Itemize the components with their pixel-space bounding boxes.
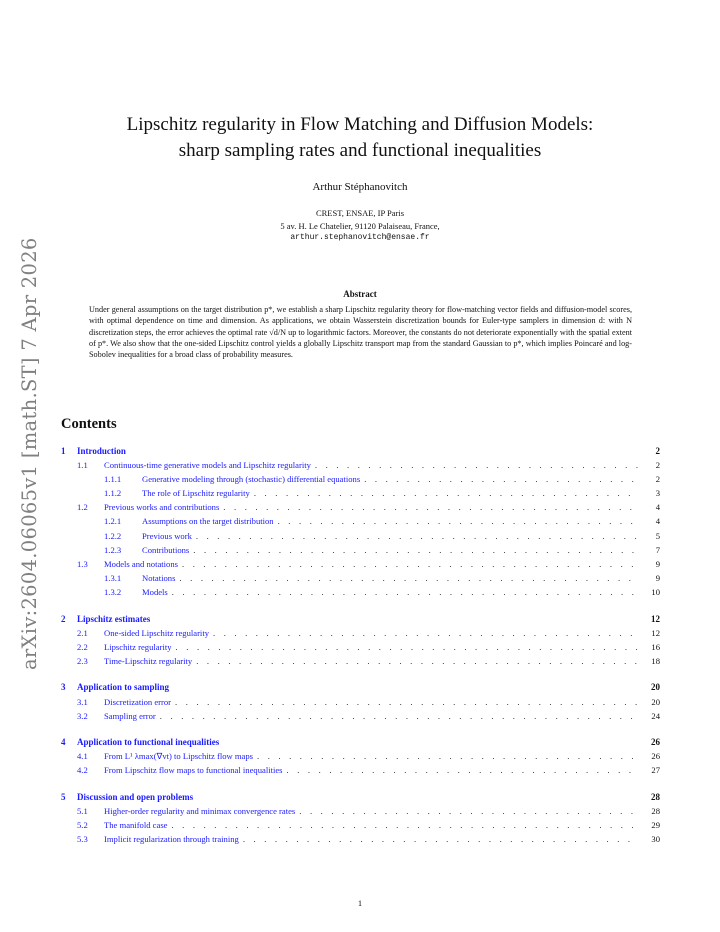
toc-dot-leader [171,820,638,830]
page-number: 1 [357,898,363,908]
toc-entry-number[interactable]: 3.1 [77,696,88,707]
toc-entry[interactable] [61,531,660,545]
abstract-heading: Abstract [343,289,377,299]
toc-entry-page[interactable]: 26 [651,737,660,748]
toc-entry-page[interactable]: 24 [651,710,660,721]
toc-dot-leader [196,656,638,666]
toc-entry[interactable] [61,446,660,460]
toc-entry-title[interactable]: Continuous-time generative models and Lipschitz regularity [104,460,311,471]
toc-entry-number[interactable]: 1.1 [77,460,88,471]
toc-entry-page[interactable]: 9 [655,572,660,583]
toc-entry-title[interactable]: Notations [142,572,176,583]
toc-entry-title[interactable]: Generative modeling through (stochastic) differential equations [142,474,361,485]
toc-entry[interactable] [61,614,660,628]
toc-entry-number[interactable]: 1.1.1 [104,474,122,485]
toc-entry[interactable] [61,656,660,670]
toc-entry[interactable] [61,751,660,765]
toc-entry[interactable] [61,502,660,516]
toc-entry[interactable] [61,587,660,601]
toc-entry-number[interactable]: 4 [61,737,66,748]
toc-entry-number[interactable]: 5 [61,791,66,802]
toc-entry[interactable] [61,820,660,834]
toc-entry[interactable] [61,516,660,530]
toc-entry-title[interactable]: Lipschitz regularity [104,641,172,652]
affiliation [60,207,660,245]
toc-dot-leader [176,642,638,652]
toc-entry[interactable] [61,573,660,587]
toc-entry[interactable] [61,806,660,820]
toc-entry-title[interactable]: Application to sampling [77,682,170,693]
toc-entry[interactable] [61,711,660,725]
toc-entry-page[interactable]: 26 [651,751,660,762]
toc-entry-title[interactable]: The manifold case [104,820,168,831]
affiliation-line-2: 5 av. H. Le Chatelier, 91120 Palaiseau, France, [280,220,440,231]
toc-dot-leader [179,573,638,583]
author-email[interactable]: arthur.stephanovitch@ensae.fr [290,233,430,242]
toc-entry-number[interactable]: 1.3.1 [104,572,122,583]
toc-dot-leader [160,711,638,721]
toc-entry-number[interactable]: 1.2 [77,502,88,513]
toc-dot-leader [315,460,638,470]
toc-entry[interactable] [61,642,660,656]
toc-entry[interactable] [61,834,660,848]
table-of-contents [61,446,660,848]
toc-entry-title[interactable]: Discussion and open problems [77,791,194,802]
toc-entry[interactable] [61,792,660,806]
toc-entry-page[interactable]: 2 [655,460,660,471]
toc-entry-number[interactable]: 1.3 [77,558,88,569]
toc-entry-page[interactable]: 3 [655,488,660,499]
toc-entry-number[interactable]: 3.2 [77,710,88,721]
toc-dot-leader [278,516,638,526]
toc-entry-page[interactable]: 9 [655,558,660,569]
toc-entry[interactable] [61,682,660,696]
toc-entry-page[interactable]: 2 [655,474,660,485]
title-line-2: sharp sampling rates and functional inequalities [178,140,542,161]
toc-entry-page[interactable]: 12 [651,613,660,624]
title-line-1: Lipschitz regularity in Flow Matching and Diffusion Models: [126,114,594,135]
toc-entry-page[interactable]: 2 [655,446,660,456]
toc-entry-number[interactable]: 3 [61,682,66,693]
toc-entry-page[interactable]: 5 [655,530,660,541]
toc-dot-leader [257,751,638,761]
toc-entry[interactable] [61,737,660,751]
toc-entry-page[interactable]: 12 [651,627,660,638]
toc-entry-title[interactable]: The role of Lipschitz regularity [142,488,250,499]
toc-entry-page[interactable]: 16 [651,641,660,652]
toc-entry-number[interactable]: 1.3.2 [104,586,122,597]
toc-entry-page[interactable]: 28 [651,806,660,817]
affiliation-line-1: CREST, ENSAE, IP Paris [315,208,405,218]
toc-entry-title[interactable]: Contributions [142,544,190,555]
toc-dot-leader [299,806,638,816]
toc-entry-page[interactable]: 28 [651,791,660,802]
toc-entry-number[interactable]: 2.1 [77,627,88,638]
toc-entry-title[interactable]: From Lipschitz flow maps to functional inequalities [104,765,283,776]
toc-entry-number[interactable]: 2.3 [77,655,88,666]
toc-entry-number[interactable]: 5.2 [77,820,88,831]
toc-entry-title[interactable]: Higher-order regularity and minimax convergence rates [104,806,296,817]
toc-entry-title[interactable]: Models [142,586,168,597]
toc-entry[interactable] [61,628,660,642]
paper-title [60,112,660,164]
toc-entry-number[interactable]: 2.2 [77,641,88,652]
toc-entry-title[interactable]: Discretization error [104,696,172,707]
toc-entry-title[interactable]: Application to functional inequalities [77,737,220,748]
toc-dot-leader [287,765,638,775]
toc-entry-number[interactable]: 1.1.2 [104,488,122,499]
toc-dot-leader [193,545,638,555]
toc-entry-page[interactable]: 18 [651,655,660,666]
toc-entry-page[interactable]: 20 [651,682,660,693]
toc-dot-leader [172,587,638,597]
toc-entry-title[interactable]: Sampling error [104,710,156,721]
toc-entry-title[interactable]: One-sided Lipschitz regularity [104,627,210,638]
toc-dot-leader [254,488,638,498]
toc-entry-page[interactable]: 29 [651,820,660,831]
toc-entry-number[interactable]: 4.2 [77,765,88,776]
author-name: Arthur Stéphanovitch [312,181,408,193]
toc-entry-page[interactable]: 4 [655,502,660,513]
toc-entry-page[interactable]: 20 [651,696,660,707]
contents-heading: Contents [61,416,117,432]
toc-entry-title[interactable]: Assumptions on the target distribution [142,516,274,527]
toc-dot-leader [364,474,638,484]
toc-dot-leader [243,834,638,844]
toc-entry-number[interactable]: 1 [61,446,66,456]
toc-entry[interactable] [61,697,660,711]
toc-entry-page[interactable]: 7 [655,544,660,555]
toc-entry-page[interactable]: 10 [651,586,660,597]
toc-entry-page[interactable]: 30 [651,834,660,845]
toc-entry-page[interactable]: 4 [655,516,660,527]
toc-entry-number[interactable]: 1.2.3 [104,544,122,555]
toc-entry-title[interactable]: Introduction [77,446,126,456]
toc-entry-number[interactable]: 1.2.1 [104,516,122,527]
toc-entry-title[interactable]: Time-Lipschitz regularity [104,655,193,666]
toc-entry-title[interactable]: Previous work [142,530,192,541]
toc-entry[interactable] [61,545,660,559]
toc-entry[interactable] [61,559,660,573]
toc-entry[interactable] [61,765,660,779]
toc-dot-leader [223,502,638,512]
toc-entry-title[interactable]: Previous works and contributions [104,502,220,513]
toc-entry-title[interactable]: Models and notations [104,558,178,569]
toc-entry[interactable] [61,488,660,502]
toc-entry-number[interactable]: 1.2.2 [104,530,122,541]
toc-entry-number[interactable]: 5.1 [77,806,88,817]
toc-entry-title[interactable]: From L¹ λmax(∇vt) to Lipschitz flow maps [104,751,254,762]
toc-entry-title[interactable]: Lipschitz estimates [77,613,151,624]
toc-entry-number[interactable]: 2 [61,613,66,624]
toc-entry-number[interactable]: 5.3 [77,834,88,845]
toc-dot-leader [213,628,638,638]
toc-entry[interactable] [61,474,660,488]
abstract-text: Under general assumptions on the target distribution p*, we establish a sharp Lipschitz regularity theory for flow-matching vector fields and diffusion-model scores, with optimal dependence on time and dimension. As applications, we obtain Wasserstein discretization bounds for Euler-type samplers in dimension d: with N discretization steps, the error achieves the optimal rate √d/N up to logarithmic factors. Moreover, the constants do not deteriorate exponentially with the spatial extent of p*. We also show that the one-sided Lipschitz control yields a globally Lipschitz transport map from the standard Gaussian to p*, which implies Poincaré and log-Sobolev inequalities for a broad class of probability measures. [89,305,633,360]
toc-entry-title[interactable]: Implicit regularization through training [104,834,239,845]
toc-dot-leader [182,559,638,569]
toc-entry[interactable] [61,460,660,474]
toc-dot-leader [196,531,638,541]
toc-dot-leader [175,697,638,707]
arxiv-identifier: arXiv:2604.06065v1 [math.ST] 7 Apr 2026 [18,237,41,670]
toc-entry-number[interactable]: 4.1 [77,751,88,762]
toc-entry-page[interactable]: 27 [651,765,660,776]
